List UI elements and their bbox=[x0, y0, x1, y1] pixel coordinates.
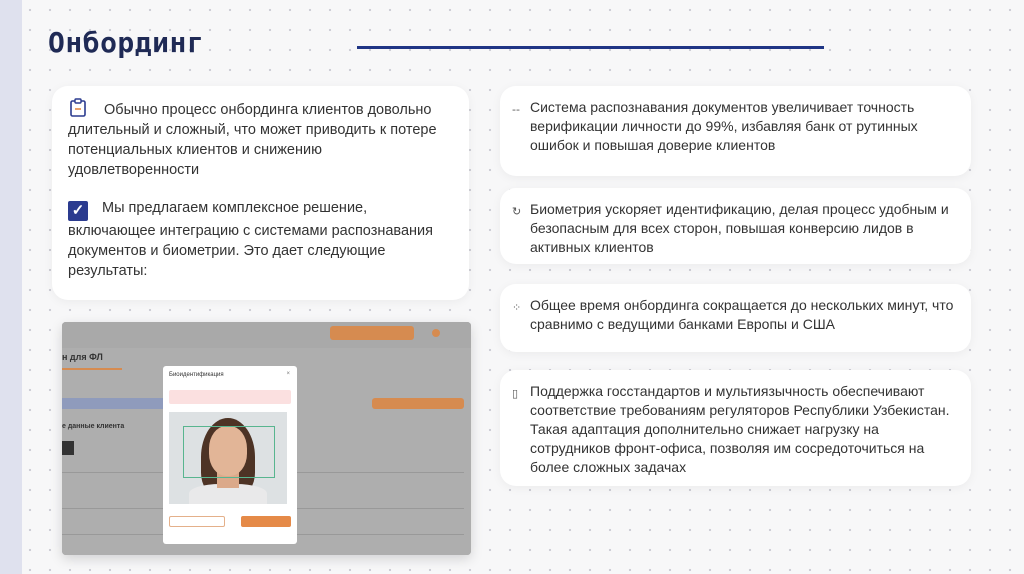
biometric-modal bbox=[163, 366, 297, 544]
app-info-banner bbox=[62, 398, 164, 409]
app-screenshot bbox=[62, 322, 471, 555]
intro-paragraph-2: ✓ Мы предлагаем комплексное решение, включающее интеграцию с системами распознавания документов и биометрии. Это дает следующие результаты: bbox=[68, 200, 433, 279]
benefit-card-2 bbox=[500, 188, 971, 264]
left-accent-bar bbox=[0, 0, 22, 574]
refresh-icon: ↻ bbox=[512, 205, 522, 218]
app-action-button bbox=[372, 398, 464, 409]
benefit-card-3 bbox=[500, 284, 971, 352]
benefit-text-3: Общее время онбординга сокращается до нескольких минут, что сравнимо с ведущими банками Европы и США bbox=[530, 297, 954, 332]
slide-title: Онбординг bbox=[48, 26, 205, 59]
dash-icon: -- bbox=[512, 103, 520, 116]
modal-warning bbox=[169, 390, 291, 404]
modal-secondary-button bbox=[169, 516, 225, 527]
app-section-label: е данные клиента bbox=[62, 423, 125, 430]
title-underline bbox=[357, 46, 824, 49]
app-tab-underline bbox=[62, 368, 122, 370]
checkbox-checked-icon: ✓ bbox=[68, 201, 88, 221]
modal-primary-button bbox=[241, 516, 291, 527]
benefit-text-4: Поддержка госстандартов и мультиязычность обеспечивают соответствие требованиям регуляторов Республики Узбекистан. Такая адаптация дополнительно снижает нагрузку на сотрудников фронт-офиса, позволяя им сосредоточиться на более сложных задачах bbox=[530, 383, 950, 475]
face-detection-frame bbox=[183, 426, 275, 478]
document-icon: ▯ bbox=[512, 387, 519, 400]
close-icon: × bbox=[286, 371, 290, 377]
intro-paragraph-1: Обычно процесс онбординга клиентов довольно длительный и сложный, что может приводить к потере потенциальных клиентов и снижению удовлетворенности bbox=[68, 98, 453, 180]
app-dark-button bbox=[62, 441, 74, 455]
benefit-card-1 bbox=[500, 86, 971, 176]
benefit-card-4 bbox=[500, 370, 971, 486]
app-heading: н для ФЛ bbox=[62, 352, 103, 362]
benefit-text-1: Система распознавания документов увеличивает точность верификации личности до 99%, избавляя банк от рутинных ошибок и повышая доверие клиентов bbox=[530, 99, 918, 153]
clipboard-icon bbox=[68, 98, 90, 118]
modal-title: Биоидентификация bbox=[169, 372, 224, 378]
app-orange-button bbox=[330, 326, 414, 340]
benefit-text-2: Биометрия ускоряет идентификацию, делая процесс удобным и безопасным для всех сторон, повышая конверсию лидов в активных клиентов bbox=[530, 201, 949, 255]
face-photo bbox=[169, 412, 287, 504]
app-status-dot bbox=[432, 329, 440, 337]
loading-icon: ⁘ bbox=[512, 301, 522, 314]
modal-buttons bbox=[169, 516, 291, 527]
intro-card bbox=[52, 86, 469, 300]
